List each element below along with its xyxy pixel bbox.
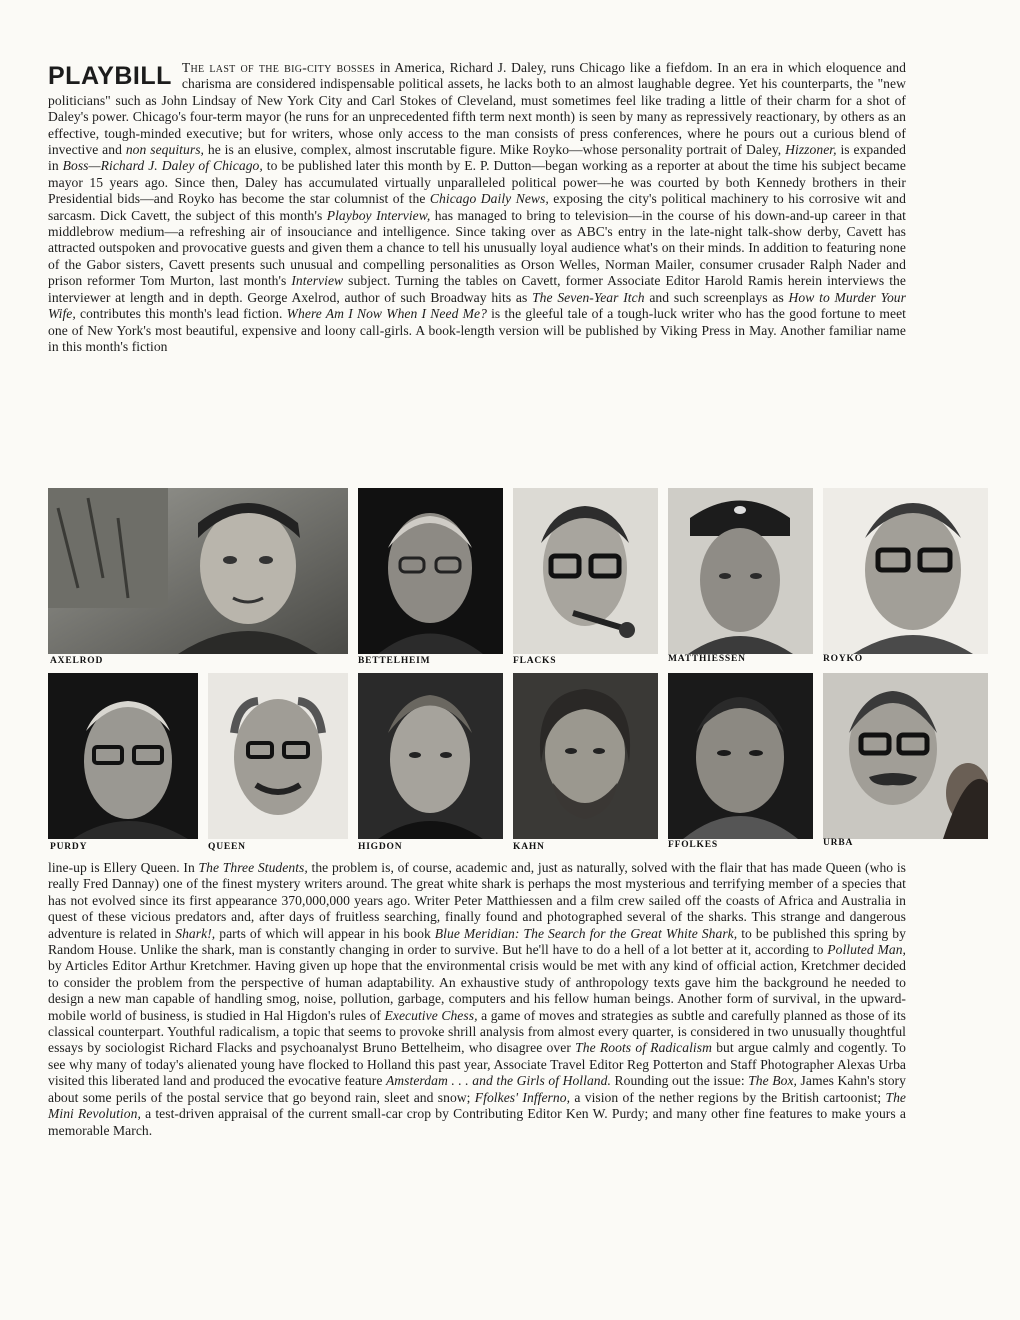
body-text: James Kahn's story about some perils of the postal service that go beyond rain, sleet and snow; (48, 1073, 906, 1105)
body-text: exposing the city's political machinery to his corrosive wit and sarcasm. Dick Cavett, the subject of this month's (48, 191, 906, 223)
italic-title: Shark!, (175, 925, 216, 941)
body-text: Rounding out the issue: (610, 1073, 749, 1089)
italic-title: Ffolkes' Inffernо, (474, 1089, 571, 1105)
body-text: the problem is, of course, academic and, just as naturally, solved with the flair that has made Queen (who is really Fred Dannay) one of the finest mystery writers around. The great white shark is perhaps the most mysterious and terrifying member of a species that has not evolved since its first appearance 370,000,000 years ago. Writer Peter Matthiessen and a film crew sailed off the coasts of Africa and Australia in quest of these vicious predators and, after days of fruitless searching, finally found and photographed several of the sharks. This strange and dangerous adventure is related in (48, 860, 906, 941)
body-text: is expanded in (48, 142, 906, 174)
italic-title: Polluted Man, (827, 942, 906, 958)
italic-title: Amsterdam . . . and the Girls of Holland. (385, 1073, 611, 1089)
italic-title: Boss—Richard J. Daley of Chicago, (62, 158, 263, 174)
body-text: to be published later this month by E. P. Dutton—began working as a reporter at about the time his subject became mayor 15 years ago. Since then, Daley has accumulated virtually unparalleled political power—he was courted by both Kennedy brothers in their Presidential bids—and Royko has become the star columnist of the (48, 158, 906, 207)
portrait-higdon (358, 673, 503, 839)
body-text: a vision of the nether regions by the British cartoonist; (570, 1089, 886, 1105)
italic-title: Executive Chess, (384, 1007, 478, 1023)
portrait-ffolkes (668, 673, 813, 839)
italic-title: Blue Meridian: The Search for the Great White Shark, (434, 925, 738, 941)
caption-queen: QUEEN (208, 842, 246, 852)
caption-bettelheim: BETTELHEIM (358, 656, 431, 666)
body-text: in America, Richard J. Daley, runs Chicago like a fiefdom. In an era in which eloquence and charisma are considered indispensable political assets, he lacks both to an almost laughable degree. Yet his counterparts, the "new politicians" such as John Lindsay of New York City and Carl Stokes of Cleveland, must sometimes feel like trading a little of their charm for a shot of Daley's power. Chicago's four-term mayor (he runs for an unprecedented fifth term next month) is seen by many as repressively reactionary, by others as an effective, tough-minded executive; but for writers, whose only access to the man consists of press conferences, where he pours out a curious blend of invective and (48, 60, 906, 158)
portrait-queen (208, 673, 348, 839)
lead-in: The last of the big-city bosses (181, 60, 376, 75)
body-text: has managed to bring to television—in the course of his down-and-up career in that middlebrow medium—a refreshing air of insouciance and intelligence. Since taking over as ABC's entry in the late-night talk-show derby, Cavett has attracted outspoken and provocative guests and given them a chance to tell his unusually loyal audience what's on their minds. In addition to featuring none of the Gabor sisters, Cavett presents such unusual and compelling personalities as Orson Welles, Norman Mailer, consumer crusader Ralph Nader and prison reformer Tom Murton, last month's (48, 207, 906, 289)
intro-body (48, 60, 906, 354)
caption-purdy: PURDY (50, 842, 88, 852)
intro-paragraph (48, 60, 906, 355)
caption-flacks: FLACKS (513, 656, 557, 666)
portrait-purdy (48, 673, 198, 839)
italic-title: The Mini Revolution, (48, 1089, 906, 1122)
body-text: is the gleeful tale of a tough-luck writer who has the good fortune to meet one of New York's most beautiful, expensive and loony call-girls. A book-length version will be published by Viking Press in May. Another familiar name in this month's fiction (48, 306, 906, 354)
portrait-matthiessen (668, 488, 813, 654)
italic-title: Where Am I Now When I Need Me? (286, 306, 487, 322)
portrait-grid (48, 488, 988, 854)
italic-title: The Roots of Radicalism (575, 1040, 712, 1056)
portrait-urba (823, 673, 988, 839)
body-text: contributes this month's lead fiction. (75, 306, 287, 322)
italic-title: Hizzoner, (785, 142, 837, 158)
body-text: but argue calmly and cogently. To see why many of today's alienated young have flocked to Holland this past year, Associate Travel Editor Reg Potterton and Staff Photographer Alexas Urba visited this liberated land and produced the evocative feature (48, 1040, 906, 1089)
italic-title: Playboy Interview, (326, 207, 431, 223)
portrait-axelrod (48, 488, 348, 654)
body-text: a game of moves and strategies as subtle and carefully planned as those of its classical counterpart. Youthful radicalism, a topic that seems to provoke shrill analysis from almost every quarter, is considered in two unusually thoughtful essays by sociologist Richard Flacks and psychoanalyst Bruno Bettelheim, who disagree over (48, 1007, 906, 1056)
body-text: a test-driven appraisal of the current small-car crop by Contributing Editor Ken W. Purdy; and many other fine features to make yours a memorable March. (48, 1106, 906, 1138)
body-text: parts of which will appear in his book (215, 925, 435, 941)
caption-higdon: HIGDON (358, 842, 403, 852)
caption-urba: URBA (823, 838, 854, 848)
portrait-bettelheim (358, 488, 503, 654)
body-text: by Articles Editor Arthur Kretchmer. Having given up hope that the environmental crisis would be met with any kind of official action, Kretchmer decided to consider the problem from the perspective of human adaptability. An exhaustive study of anthropology texts gave him the background he needed to design a new man capable of handling smog, noise, pollution, garbage, computers and his fellow human beings. Another form of survival, in the upward-mobile world of business, is studied in Hal Higdon's rules of (48, 958, 906, 1023)
italic-title: The Seven-Year Itch (532, 289, 645, 305)
italic-title: Interview (291, 273, 344, 289)
italic-title: The Three Students, (198, 860, 308, 875)
caption-matthiessen: MATTHIESSEN (668, 654, 746, 664)
italic-title: How to Murder Your Wife, (48, 289, 906, 322)
body-text: line-up is Ellery Queen. In (48, 860, 199, 875)
page-title: PLAYBILL (48, 62, 172, 90)
continuation-body (48, 860, 906, 1138)
caption-ffolkes: FFOLKES (668, 840, 718, 850)
italic-title: The Box, (748, 1073, 797, 1089)
body-text: to be published this spring by Random House. Unlike the shark, man is constantly changing in order to survive. But he'll have to do a hell of a lot better at it, according to (48, 925, 906, 958)
italic-title: Chicago Daily News, (429, 191, 549, 207)
italic-title: non sequiturs, (125, 142, 204, 158)
body-text: subject. Turning the tables on Cavett, former Associate Editor Harold Ramis herein interviews the interviewer at length and in depth. George Axelrod, author of such Broadway hits as (48, 273, 906, 305)
caption-kahn: KAHN (513, 842, 545, 852)
body-text: he is an elusive, complex, almost inscrutable figure. Mike Royko—whose personality portrait of Daley, (203, 142, 786, 158)
continuation-paragraph (48, 860, 906, 1139)
caption-royko: ROYKO (823, 654, 863, 664)
caption-axelrod: AXELROD (50, 656, 104, 666)
portrait-flacks (513, 488, 658, 654)
body-text: and such screenplays as (644, 289, 789, 305)
portrait-kahn (513, 673, 658, 839)
portrait-royko (823, 488, 988, 654)
